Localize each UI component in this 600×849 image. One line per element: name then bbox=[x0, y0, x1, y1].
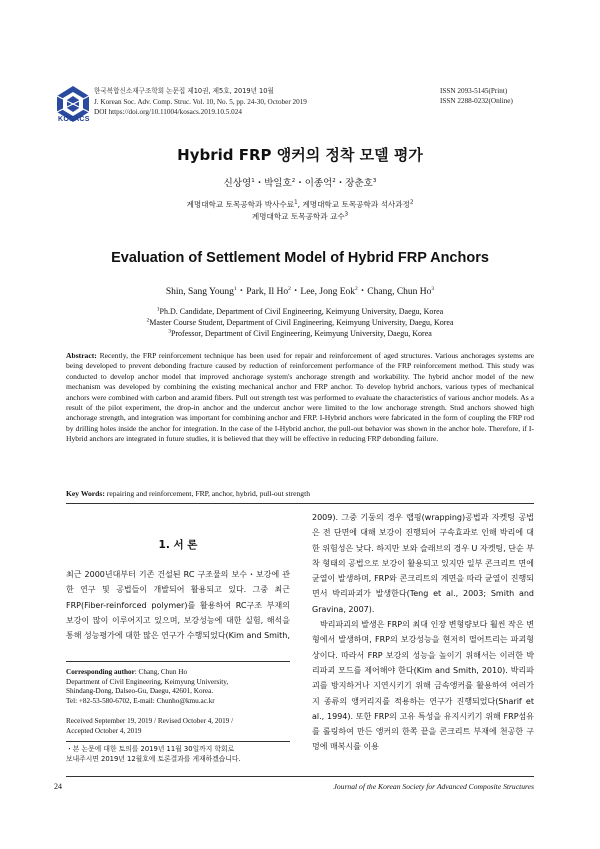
author-en-2: Park, Il Ho bbox=[246, 287, 289, 297]
author-sep: ・ bbox=[254, 178, 265, 189]
author-2: 박일호 bbox=[264, 178, 292, 189]
note-line-2: 보내주시면 2019년 12월호에 토론결과를 게재하겠습니다. bbox=[66, 754, 241, 763]
author-4-sup: 3 bbox=[372, 177, 377, 184]
intro-paragraph-1: 2009). 그중 기둥의 경우 랩핑(wrapping)공법과 자켓팅 공법은 전 단면에 대해 보강이 진행되어 구속효과로 인해 박리에 대한 위험성은 낮다. 하지만 보와 슬래브의 경우 U 자켓팅, 단순 부착 형태의 공법으로 보강이 활용되고 있지만 일부 콘크리트 면에 균열이 발생하며, FRP와 콘크리트의 계면을 따라 균열이 진행되면서 박리파괴가 발생한다(Teng et al., 2003; Smith and Gravina, 2007). bbox=[312, 513, 534, 614]
corr-line-1: Department of Civil Engineering, Keimyung University, bbox=[66, 677, 229, 686]
note-line-1: ・본 논문에 대한 토의를 2019년 11월 30일까지 학회로 bbox=[66, 745, 235, 753]
header-line-ko: 한국복합신소재구조학회 논문집 제10권, 제5호, 2019년 10월 bbox=[94, 87, 274, 95]
header-line-citation: J. Korean Soc. Adv. Comp. Struc. Vol. 10, No. 5, pp. 24-30, October 2019 bbox=[94, 97, 307, 106]
aff-en-3: Professor, Department of Civil Engineering, Keimyung University, Daegu, Korea bbox=[170, 329, 432, 338]
author-en-4-sup: 3 bbox=[431, 285, 435, 292]
author-sep: ・ bbox=[357, 287, 368, 297]
section-title: 1. 서 론 bbox=[158, 539, 198, 551]
title-english: Evaluation of Settlement Model of Hybrid FRP Anchors bbox=[111, 250, 489, 266]
corr-label: Corresponding author bbox=[66, 668, 135, 676]
authors-english bbox=[0, 283, 600, 297]
aff-ko-3-sup: 3 bbox=[344, 211, 349, 218]
title-korean: Hybrid FRP 앵커의 정착 모델 평가 bbox=[177, 146, 423, 164]
issn-online: ISSN 2288-0232(Online) bbox=[440, 97, 513, 105]
aff-en-2: Master Course Student, Department of Civil Engineering, Keimyung University, Daegu, Korea bbox=[149, 318, 454, 327]
author-en-3-sup: 2 bbox=[355, 285, 358, 292]
page-number: 24 bbox=[54, 782, 62, 791]
aff-ko-2: , 계명대학교 토목공학과 석사과정 bbox=[297, 200, 410, 209]
aff-ko-line1 bbox=[0, 199, 600, 211]
aff-ko-2-sup: 2 bbox=[409, 199, 414, 206]
author-3: 이종억 bbox=[304, 178, 333, 189]
keywords-label: Key Words: bbox=[66, 489, 105, 498]
footer-divider bbox=[66, 776, 534, 777]
aff-en-2-sup: 2 bbox=[146, 317, 150, 324]
abstract bbox=[66, 351, 534, 445]
author-en-1-sup: 1 bbox=[233, 285, 237, 292]
aff-en-line2 bbox=[0, 317, 600, 328]
abstract-label: Abstract: bbox=[66, 351, 97, 360]
note-divider bbox=[66, 741, 290, 742]
author-en-2-sup: 2 bbox=[288, 285, 291, 292]
aff-en-3-sup: 3 bbox=[168, 328, 171, 335]
abstract-divider bbox=[66, 503, 534, 504]
keywords-text: repairing and reinforcement, FRP, anchor, hybrid, pull-out strength bbox=[104, 489, 310, 498]
aff-ko-line2 bbox=[0, 211, 600, 223]
correspondence-block bbox=[66, 668, 290, 706]
intro-right-column bbox=[312, 510, 534, 755]
author-en-1: Shin, Sang Young bbox=[165, 287, 234, 297]
affiliations-korean bbox=[0, 199, 600, 223]
author-en-3: Lee, Jong Eok bbox=[300, 287, 356, 297]
aff-en-1: Ph.D. Candidate, Department of Civil Engineering, Keimyung University, Daegu, Korea bbox=[159, 307, 444, 316]
corr-line-3: Tel: +82-53-580-6702, E-mail: Chunho@kmu.ac.kr bbox=[66, 696, 215, 705]
journal-footer: Journal of the Korean Society for Advanced Composite Structures bbox=[333, 782, 534, 791]
logo-text: KOSACS bbox=[58, 116, 90, 123]
issn-print: ISSN 2093-5145(Print) bbox=[440, 87, 508, 95]
footnote-divider bbox=[66, 661, 290, 662]
aff-ko-3: 계명대학교 토목공학과 교수 bbox=[251, 212, 345, 221]
author-3-sup: 2 bbox=[332, 177, 336, 184]
aff-en-line1 bbox=[0, 306, 600, 317]
discussion-note bbox=[66, 745, 290, 764]
received-dates bbox=[66, 717, 290, 736]
author-en-4: Chang, Chun Ho bbox=[367, 287, 432, 297]
abstract-text: Recently, the FRP reinforcement technique has been used for repair and reinforcement of aged structures. Various anchorages systems are being developed to prevent debonding fracture caused by reduction of reinforcement performance of the FRP reinforcement method. This study was conducted to develop anchor model that improved anchorage system's anchorage strength and workability. The hybrid anchor model of the new mechanism was developed by combining the existing mechanical anchor and FRP anchor. To develop hybrid anchors, various types of mechanical anchors were combined with carbon and aramid fibers. Pull out strength test was performed to evaluate the characteristics of various anchor models. As a result of the pilot experiment, the drop-in anchor and the undercut anchor were limited to the low anchorage strength. Stud anchors showed high anchorage strength, and integration was important for combining anchor and FRP. I-Hybrid anchors were fabricated in the form of coupling the FRP rod by drilling holes inside the anchor for integration. In the case of the I-Hybrid anchor, the pull-out behavior was shown in the anchor hole. Therefore, if I-Hybrid anchors are integrated in future studies, it is believed that they will be effective in reducing FRP debonding failure. bbox=[66, 351, 534, 444]
aff-en-line3 bbox=[0, 328, 600, 339]
aff-ko-1: 계명대학교 토목공학과 박사수료 bbox=[186, 200, 295, 209]
keywords bbox=[66, 489, 534, 498]
received-line-2: Accepted October 4, 2019 bbox=[66, 726, 142, 735]
journal-header bbox=[94, 86, 307, 118]
author-1-sup: 1 bbox=[251, 177, 255, 184]
intro-paragraph-2: 박리파괴의 발생은 FRP의 최대 인장 변형량보다 훨씬 작은 변형에서 발생하며, FRP의 보강성능을 현저히 떨어트리는 파괴형상이다. 따라서 FRP 보강의 성능을 높이기 위해서는 이러한 박리파괴 모드를 제어해야 한다(Kim and Smith, 2010). 박리파괴를 방지하거나 지연시키기 위해 금속앵커를 활용하여 여러가지 종류의 앵커리지를 적용하는 연구가 진행되었다(Sharif et al., 1994). 또한 FRP의 고유 특성을 유지시키기 위해 FRP섬유를 롤링하여 만든 앵커의 한쪽 끝을 콘크리트 부재에 천공한 구멍에 매복시를 이용 bbox=[312, 620, 534, 752]
author-2-sup: 2 bbox=[291, 177, 296, 184]
author-1: 신상영 bbox=[223, 178, 252, 189]
author-sep: ・ bbox=[335, 178, 346, 189]
header-line-doi: DOI https://doi.org/10.11004/kosacs.2019.10.5.024 bbox=[94, 108, 242, 116]
corr-name: : Chang, Chun Ho bbox=[134, 668, 188, 676]
intro-left-column: 최근 2000년대부터 기존 건설된 RC 구조물의 보수・보강에 관한 연구 및 공법들이 개발되어 활용되고 있다. 그중 최근 FRP(Fiber-reinforced polymer)를 활용하여 RC구조 부재의 보강이 많이 이루어지고 있으며, 보강성능에 대한 실험, 해석을 통해 성능평가에 대한 많은 연구가 수행되었다(Kim and Smith, bbox=[66, 570, 290, 641]
author-sep: ・ bbox=[290, 287, 301, 297]
corr-line-2: Shindang-Dong, Dalseo-Gu, Daegu, 42601, Korea. bbox=[66, 687, 214, 695]
author-sep: ・ bbox=[295, 178, 305, 189]
author-sep: ・ bbox=[236, 287, 247, 297]
aff-ko-1-sup: 1 bbox=[294, 199, 298, 206]
affiliations-english bbox=[0, 306, 600, 339]
author-4: 장춘호 bbox=[345, 178, 373, 189]
authors-korean bbox=[0, 175, 600, 189]
corr-line-name bbox=[66, 668, 290, 678]
aff-en-1-sup: 1 bbox=[156, 306, 160, 313]
issn-block bbox=[440, 86, 513, 106]
received-line-1: Received September 19, 2019 / Revised October 4, 2019 / bbox=[66, 717, 234, 725]
